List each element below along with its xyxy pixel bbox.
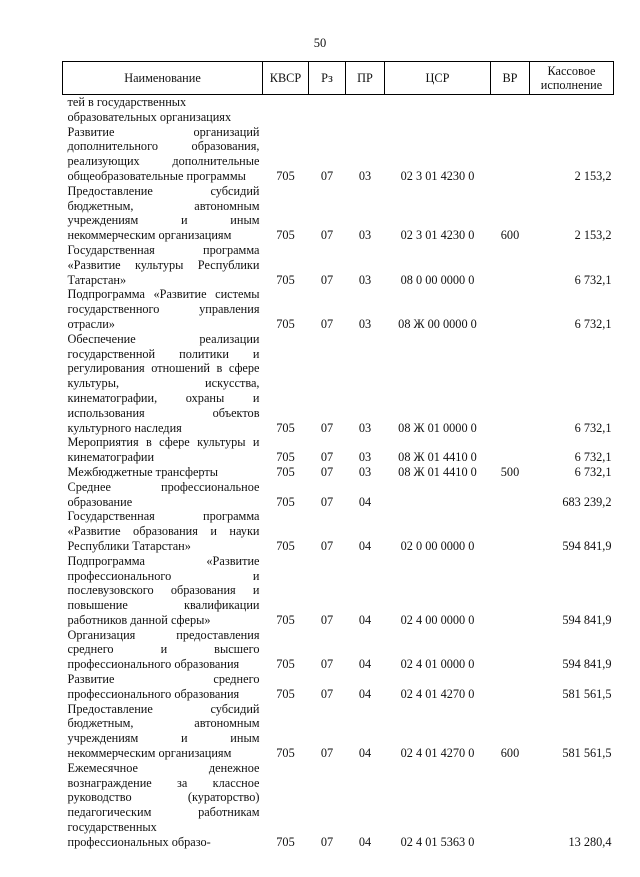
- cell-pr: 04: [358, 686, 372, 701]
- cell-csr: 08 Ж 01 4410 0: [398, 464, 477, 479]
- cell-csr: 02 4 01 4270 0: [400, 686, 475, 701]
- header-csr: ЦСР: [385, 62, 491, 95]
- header-name: Наименование: [63, 62, 263, 95]
- cell-rz: 07: [320, 746, 334, 761]
- cell-amount: 6 732,1: [574, 450, 612, 465]
- cell-amount: 13 280,4: [568, 834, 612, 849]
- cell-pr: 03: [358, 450, 372, 465]
- cell-pr: 04: [358, 657, 372, 672]
- cell-kvsr: [263, 95, 309, 125]
- table-row: [63, 628, 614, 672]
- cell-vr: [491, 628, 530, 672]
- cell-vr: [491, 332, 530, 436]
- table-row: [63, 184, 614, 243]
- table-row: [63, 465, 614, 480]
- table-body: [63, 95, 614, 850]
- cell-amount: 6 732,1: [574, 272, 612, 287]
- cell-amount: 594 841,9: [562, 538, 612, 553]
- cell-csr: 02 3 01 4230 0: [400, 168, 475, 183]
- cell-kvsr: 705: [276, 168, 295, 183]
- cell-name: Подпрограмма «Развитие профессионального и послевузовского образования и повышение квалификации работников данной сферы»: [67, 553, 260, 627]
- cell-amount: 581 561,5: [562, 746, 612, 761]
- cell-csr: 02 4 01 5363 0: [400, 834, 475, 849]
- cell-pr: [346, 95, 385, 125]
- table-row: [63, 554, 614, 628]
- cell-amount: 683 239,2: [562, 494, 612, 509]
- cell-csr: 08 Ж 00 0000 0: [398, 316, 477, 331]
- header-vr: ВР: [491, 62, 530, 95]
- cell-name: тей в государственных образовательных организациях: [67, 95, 232, 124]
- cell-amount: 594 841,9: [562, 657, 612, 672]
- cell-kvsr: 705: [276, 834, 295, 849]
- cell-rz: 07: [320, 168, 334, 183]
- cell-pr: 04: [358, 538, 372, 553]
- table-row: [63, 287, 614, 331]
- cell-pr: 03: [358, 272, 372, 287]
- cell-csr: 08 Ж 01 4410 0: [398, 450, 477, 465]
- page-number: 50: [313, 36, 327, 50]
- table-row: [63, 332, 614, 436]
- cell-pr: 03: [358, 228, 372, 243]
- table-row: [63, 672, 614, 702]
- cell-name: Обеспечение реализации государственной политики и регулирования отношений в сфере культуры, искусства, кинематографии, охраны и использования объектов культурного наследия: [67, 331, 260, 435]
- table-row: [63, 702, 614, 761]
- cell-name: Государственная программа «Развитие образования и науки Республики Татарстан»: [67, 509, 260, 553]
- cell-vr: 600: [500, 746, 520, 761]
- cell-name: Среднее профессиональное образование: [67, 479, 260, 509]
- cell-name: Подпрограмма «Развитие системы государственного управления отрасли»: [67, 287, 260, 331]
- cell-name: Государственная программа «Развитие культуры Республики Татарстан»: [67, 242, 260, 287]
- cell-rz: 07: [320, 494, 334, 509]
- table-row: [63, 761, 614, 850]
- table-row: [63, 243, 614, 287]
- table-row: [63, 480, 614, 510]
- cell-kvsr: 705: [276, 612, 295, 627]
- cell-csr: 02 0 00 0000 0: [400, 538, 475, 553]
- cell-rz: 07: [320, 686, 334, 701]
- cell-amount: 6 732,1: [574, 420, 612, 435]
- cell-kvsr: 705: [276, 538, 295, 553]
- cell-vr: [491, 287, 530, 331]
- cell-name: Ежемесячное денежное вознаграждение за классное руководство (кураторство) педагогическим работникам государственных профессиональных образо-: [67, 760, 260, 849]
- cell-name: Организация предоставления среднего и высшего профессионального образования: [67, 627, 260, 672]
- cell-vr: [491, 243, 530, 287]
- header-rz: Рз: [309, 62, 346, 95]
- cell-amount: 594 841,9: [562, 612, 612, 627]
- cell-csr: [385, 95, 491, 125]
- cell-rz: 07: [320, 612, 334, 627]
- table-header: [63, 62, 614, 95]
- cell-vr: [491, 761, 530, 850]
- cell-kvsr: 705: [276, 686, 295, 701]
- cell-vr: [491, 435, 530, 465]
- cell-csr: 08 Ж 01 0000 0: [398, 420, 477, 435]
- cell-pr: 04: [358, 494, 372, 509]
- cell-vr: [491, 509, 530, 553]
- cell-name: Предоставление субсидий бюджетным, автономным учреждениям и иным некоммерческим организациям: [67, 183, 260, 243]
- cell-kvsr: 705: [276, 420, 295, 435]
- cell-vr: [491, 672, 530, 702]
- cell-kvsr: 705: [276, 657, 295, 672]
- cell-amount: [530, 95, 614, 125]
- cell-amount: 6 732,1: [574, 464, 612, 479]
- cell-csr: 02 4 01 4270 0: [400, 746, 475, 761]
- cell-amount: 6 732,1: [574, 316, 612, 331]
- cell-csr: 02 4 00 0000 0: [400, 612, 475, 627]
- cell-pr: 03: [358, 316, 372, 331]
- cell-name: Мероприятия в сфере культуры и кинематографии: [67, 435, 260, 465]
- header-pr: ПР: [346, 62, 385, 95]
- cell-csr: 02 4 01 0000 0: [400, 657, 475, 672]
- cell-vr: [491, 95, 530, 125]
- cell-kvsr: 705: [276, 316, 295, 331]
- cell-kvsr: 705: [276, 746, 295, 761]
- cell-kvsr: 705: [276, 272, 295, 287]
- cell-pr: 03: [358, 464, 372, 479]
- cell-pr: 04: [358, 746, 372, 761]
- cell-vr: [491, 554, 530, 628]
- cell-rz: 07: [320, 228, 334, 243]
- cell-csr: 02 3 01 4230 0: [400, 228, 475, 243]
- cell-kvsr: 705: [276, 450, 295, 465]
- cell-name: Предоставление субсидий бюджетным, автономным учреждениям и иным некоммерческим организациям: [67, 701, 260, 761]
- cell-rz: 07: [320, 450, 334, 465]
- table-row: [63, 95, 614, 125]
- cell-amount: 2 153,2: [574, 228, 612, 243]
- cell-vr: [491, 480, 530, 510]
- cell-vr: 600: [500, 228, 520, 243]
- cell-kvsr: 705: [276, 464, 295, 479]
- table-row: [63, 435, 614, 465]
- cell-amount: 2 153,2: [574, 168, 612, 183]
- cell-rz: 07: [320, 464, 334, 479]
- cell-rz: 07: [320, 316, 334, 331]
- cell-amount: 581 561,5: [562, 686, 612, 701]
- cell-vr: 500: [500, 464, 520, 479]
- cell-pr: 04: [358, 834, 372, 849]
- cell-csr: [385, 480, 491, 510]
- cell-rz: 07: [320, 538, 334, 553]
- cell-rz: [309, 95, 346, 125]
- table-row: [63, 125, 614, 184]
- cell-csr: 08 0 00 0000 0: [400, 272, 475, 287]
- cell-vr: [491, 125, 530, 184]
- cell-pr: 04: [358, 612, 372, 627]
- cell-name: Развитие организаций дополнительного образования, реализующих дополнительные общеобразовательные программы: [67, 124, 260, 183]
- cell-rz: 07: [320, 272, 334, 287]
- table-row: [63, 509, 614, 553]
- cell-name: Развитие среднего профессионального образования: [67, 672, 260, 701]
- budget-table: [62, 61, 614, 850]
- cell-kvsr: 705: [276, 494, 295, 509]
- cell-rz: 07: [320, 657, 334, 672]
- cell-rz: 07: [320, 834, 334, 849]
- header-kvsr: КВСР: [263, 62, 309, 95]
- cell-rz: 07: [320, 420, 334, 435]
- cell-pr: 03: [358, 168, 372, 183]
- cell-kvsr: 705: [276, 228, 295, 243]
- cell-pr: 03: [358, 420, 372, 435]
- cell-name: Межбюджетные трансферты: [67, 464, 219, 479]
- header-amount: Кассовое исполнение: [530, 62, 614, 95]
